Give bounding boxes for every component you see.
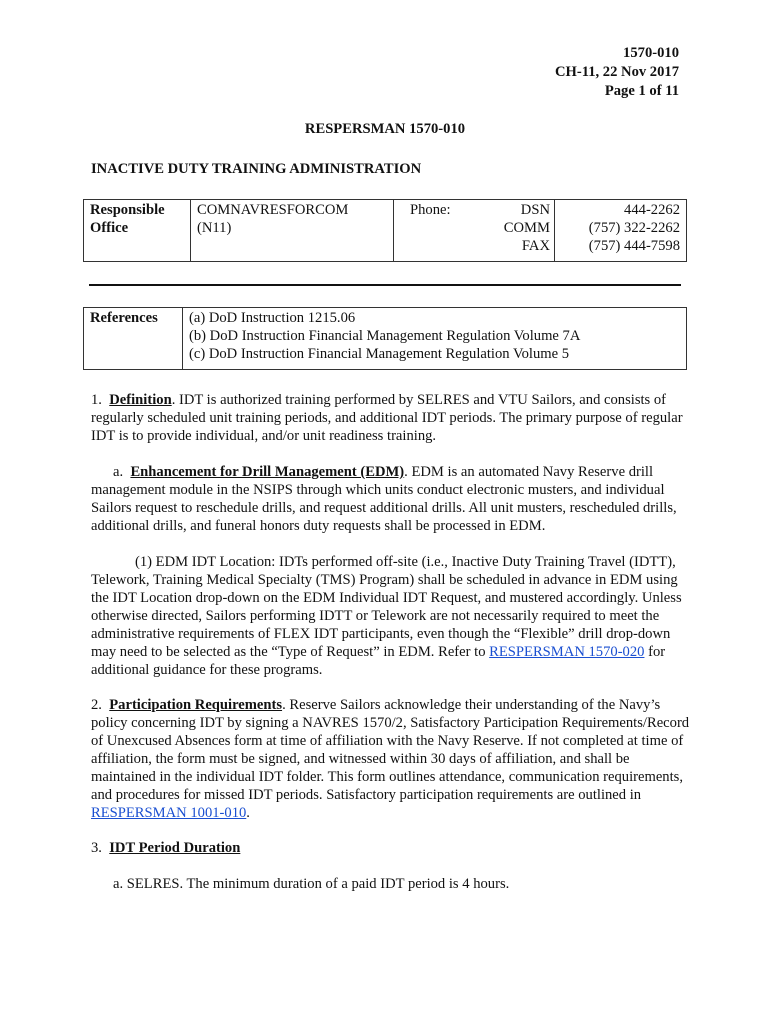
office-phone-cell — [394, 200, 555, 262]
section-2-paragraph — [91, 696, 691, 822]
section-1a-text: . EDM is an automated Navy Reserve drill management module in the NSIPS through which units conduct electronic musters, and individual Sailors request to reschedule drills, and request additional drills. All unit musters, rescheduled drills, additional drills, and funeral honors duty requests shall be processed in EDM. — [91, 464, 677, 534]
responsible-office-table — [83, 199, 687, 262]
office-number-cell — [555, 200, 687, 262]
phone-types — [504, 201, 550, 255]
page-header — [555, 44, 679, 101]
section-2-number: 2. — [91, 697, 102, 713]
respersman-1570-020-link[interactable]: RESPERSMAN 1570-020 — [489, 644, 645, 660]
section-2-heading: Participation Requirements — [109, 697, 283, 713]
section-1-paragraph — [91, 391, 691, 445]
references-table — [83, 307, 687, 370]
document-title: RESPERSMAN 1570-010 — [304, 121, 466, 137]
horizontal-rule — [89, 284, 681, 286]
section-1-heading: Definition — [109, 392, 172, 408]
reference-item: (b) DoD Instruction Financial Management Regulation Volume 7A — [189, 328, 581, 344]
section-1-text: . IDT is authorized training performed by SELRES and VTU Sailors, and consists of regularly scheduled unit training periods, and additional IDT periods. The primary purpose of regular IDT is to provide individual, and/or unit readiness training. — [91, 392, 683, 444]
section-3-number: 3. — [91, 840, 102, 856]
office-org-line1: COMNAVRESFORCOM — [197, 202, 349, 218]
phone-number-comm: (757) 322-2262 — [588, 220, 680, 236]
office-label-line1: Responsible — [90, 202, 165, 218]
references-list — [183, 308, 687, 370]
references-label: References — [84, 308, 183, 370]
section-2-text: . Reserve Sailors acknowledge their understanding of the Navy’s policy concerning IDT by signing a NAVRES 1570/2, Satisfactory Participation Requirements/Record of Unexcused Absences form at time of affiliation with the Navy Reserve. If not completed at time of affiliation, the form must be signed, and witnessed within 30 days of affiliation, and shall be maintained in the individual IDT folder. This form outlines attendance, communication requirements, and procedures for missed IDT periods. Satisfactory participation requirements are outlined in — [91, 697, 690, 803]
phone-number-dsn: 444-2262 — [624, 202, 680, 218]
phone-label: Phone: — [410, 202, 451, 218]
section-1a-number: a. — [113, 464, 124, 480]
office-org-line2: (N11) — [197, 220, 232, 236]
section-1-number: 1. — [91, 392, 102, 408]
section-3a-paragraph — [91, 875, 691, 893]
change-date: CH-11, 22 Nov 2017 — [554, 64, 679, 80]
phone-number-fax: (757) 444-7598 — [588, 238, 680, 254]
phone-type-dsn: DSN — [520, 202, 550, 218]
phone-type-fax: FAX — [521, 238, 550, 254]
section-1a1-text-after: for additional guidance for these programs. — [91, 644, 666, 678]
section-1a-paragraph — [91, 463, 691, 535]
section-1a1-text: (1) EDM IDT Location: IDTs performed off-site (i.e., Inactive Duty Training Travel (IDTT), Telework, Training Medical Specialty (TMS) Program) shall be scheduled in advance in EDM using the IDT Location drop-down on the EDM Individual IDT Request, and mustered accordingly. Unless otherwise directed, Sailors performing IDTT or Telework are not necessarily required to meet the administrative requirements of FLEX IDT participants, even though the “Flexible” drill drop-down may need to be selected as the “Type of Request” in EDM. Refer to — [91, 554, 682, 660]
respersman-1001-010-link[interactable]: RESPERSMAN 1001-010 — [91, 805, 247, 821]
office-label-line2: Office — [90, 220, 129, 236]
section-3-heading: IDT Period Duration — [109, 840, 241, 856]
section-2-text-after: . — [246, 805, 250, 821]
reference-item: (a) DoD Instruction 1215.06 — [189, 310, 356, 326]
page-number: Page 1 of 11 — [604, 83, 679, 99]
section-3-paragraph — [91, 839, 691, 857]
reference-item: (c) DoD Instruction Financial Management Regulation Volume 5 — [189, 346, 570, 362]
doc-number: 1570-010 — [623, 45, 679, 61]
section-1a-heading: Enhancement for Drill Management (EDM) — [130, 464, 405, 480]
office-label-cell — [84, 200, 191, 262]
section-3a-text: a. SELRES. The minimum duration of a paid IDT period is 4 hours. — [113, 876, 510, 892]
section-1a1-paragraph — [91, 553, 691, 679]
document-subtitle: INACTIVE DUTY TRAINING ADMINISTRATION — [91, 161, 422, 177]
office-org-cell — [191, 200, 394, 262]
phone-type-comm: COMM — [503, 220, 550, 236]
